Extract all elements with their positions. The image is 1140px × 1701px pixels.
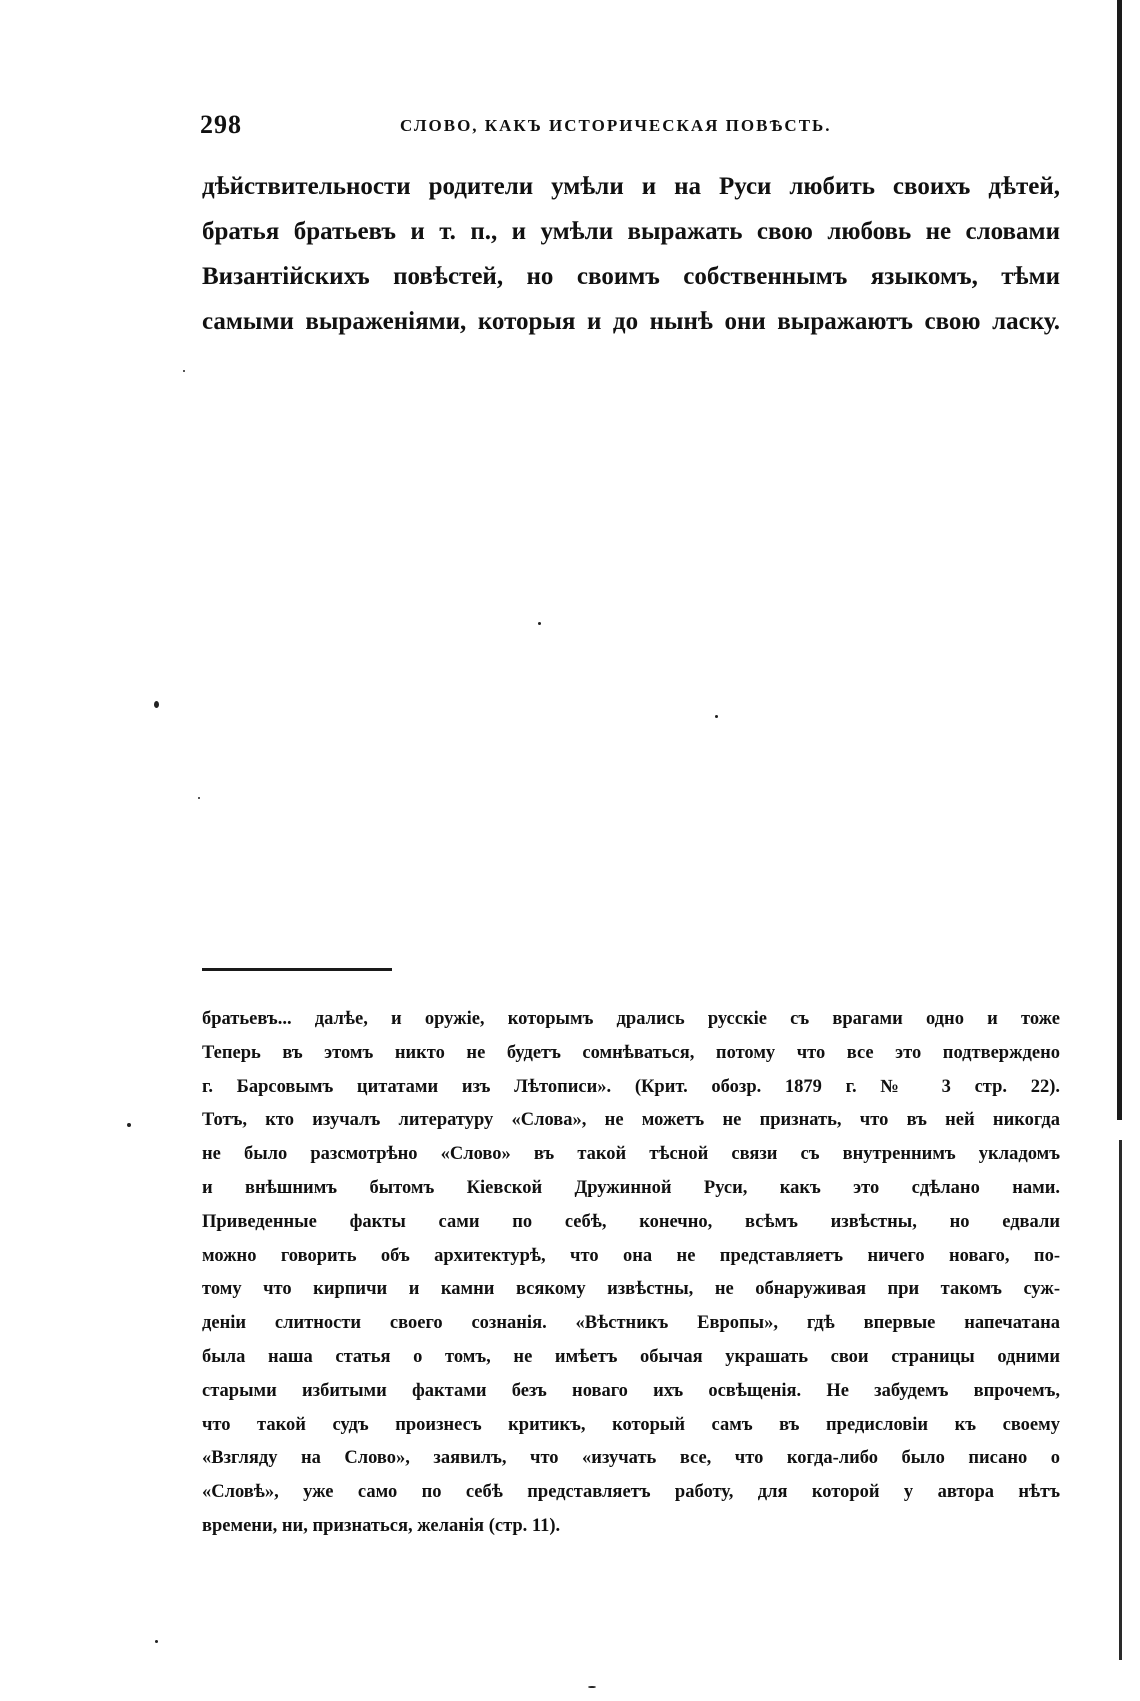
footnote-line: старыми избитыми фактами безъ новаго ихъ освѣщенія. Не забудемъ впрочемъ, [202, 1380, 1060, 1401]
body-paragraph [202, 164, 1060, 344]
scan-speck [155, 1640, 158, 1643]
page-number: 298 [200, 110, 242, 139]
body-line: Византійскихъ повѣстей, но своимъ собственнымъ языкомъ, тѣми [202, 263, 1060, 290]
footnote-line: не было разсмотрѣно «Слово» въ такой тѣсной связи съ внутреннимъ укладомъ [202, 1144, 1060, 1165]
footnote-line: и внѣшнимъ бытомъ Кіевской Дружинной Руси, какъ это сдѣлано нами. [202, 1177, 1060, 1198]
running-title: СЛОВО, КАКЪ ИСТОРИЧЕСКАЯ ПОВѢСТЬ. [400, 116, 832, 135]
footnote-line: времени, ни, признаться, желанія (стр. 11). [202, 1515, 561, 1536]
footnote-line: Приведенные факты сами по себѣ, конечно, всѣмъ извѣстны, но едвали [202, 1211, 1060, 1232]
footnote-line: «Взгляду на Слово», заявилъ, что «изучать все, что когда-либо было писано о [202, 1448, 1060, 1469]
footnote [202, 1003, 1060, 1544]
footnote-line: деніи слитности своего сознанія. «Вѣстникъ Европы», гдѣ впервые напечатана [202, 1313, 1060, 1334]
body-line: братья братьевъ и т. п., и умѣли выражать свою любовь не словами [202, 218, 1060, 245]
scan-speck [588, 1686, 596, 1688]
footnote-line: «Словѣ», уже само по себѣ представляетъ работу, для которой у автора нѣтъ [202, 1482, 1060, 1503]
body-line: самыми выраженіями, которыя и до нынѣ они выражаютъ свою ласку. [202, 308, 1060, 335]
scan-speck [715, 715, 718, 718]
footnote-line: что такой судъ произнесъ критикъ, который самъ въ предисловіи къ своему [202, 1414, 1060, 1435]
footnote-line: г. Барсовымъ цитатами изъ Лѣтописи». (Крит. обозр. 1879 г. № 3 стр. 22). [202, 1076, 1060, 1097]
page-edge-line [1117, 0, 1122, 1120]
scan-speck [198, 797, 200, 799]
page-header [200, 110, 1060, 140]
footnote-line: Тотъ, кто изучалъ литературу «Слова», не можетъ не признать, что въ ней никогда [202, 1110, 1060, 1131]
footnote-line: братьевъ... далѣе, и оружіе, которымъ дрались русскіе съ врагами одно и тоже [202, 1009, 1060, 1029]
body-line: дѣйствительности родители умѣли и на Руси любить своихъ дѣтей, [202, 173, 1060, 200]
footnote-separator [202, 968, 392, 971]
scan-speck [538, 622, 541, 625]
page-edge-line-lower [1119, 1140, 1122, 1660]
scan-speck [154, 701, 159, 708]
footnote-line: была наша статья о томъ, не имѣетъ обычая украшать свои страницы одними [202, 1346, 1060, 1367]
scan-speck [127, 1123, 131, 1127]
footnote-line: тому что кирпичи и камни всякому извѣстны, не обнаруживая при такомъ суж- [202, 1279, 1060, 1300]
footnote-line: можно говорить объ архитектурѣ, что она не представляетъ ничего новаго, по- [202, 1245, 1060, 1266]
scan-speck [183, 370, 185, 372]
footnote-line: Теперь въ этомъ никто не будетъ сомнѣваться, потому что все это подтверждено [202, 1042, 1060, 1063]
